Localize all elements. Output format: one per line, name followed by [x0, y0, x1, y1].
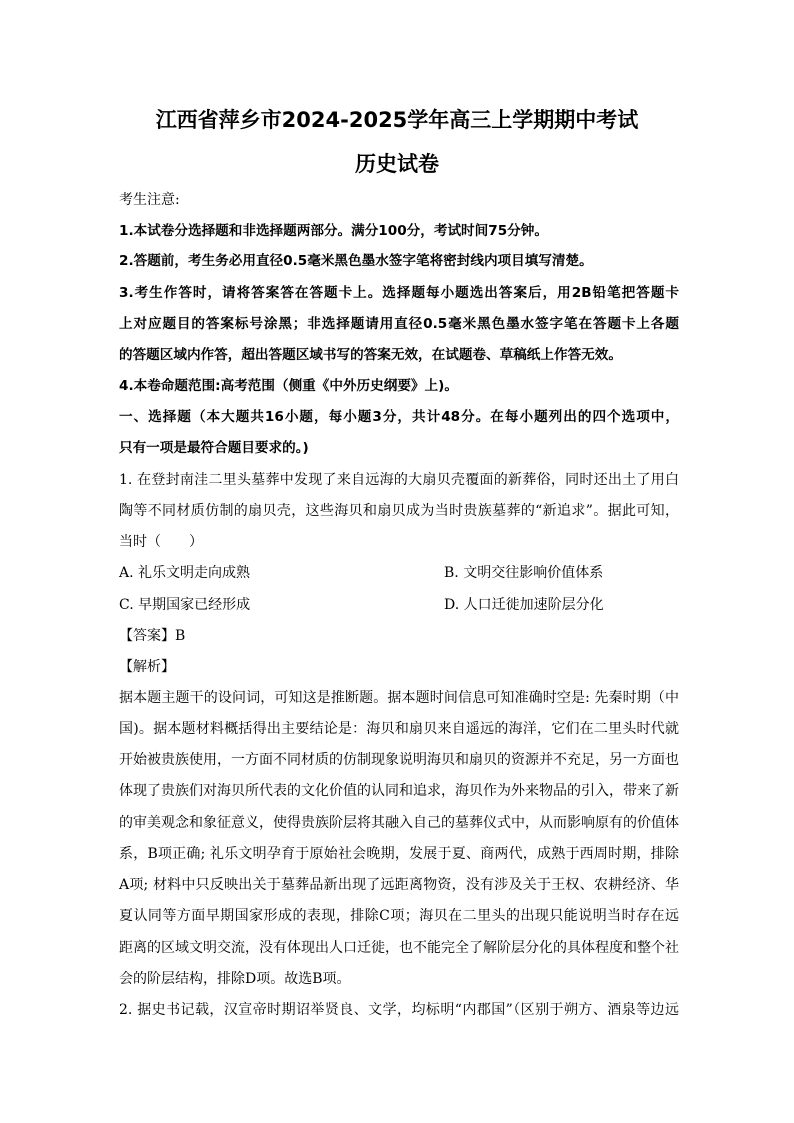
notice-item-3: 3.考生作答时，请将答案答在答题卡上。选择题每小题选出答案后，用2B铅笔把答题卡 — [119, 285, 679, 301]
notice-heading: 考生注意: — [119, 192, 180, 208]
q1-stem-line-3: 当时（ ） — [119, 534, 203, 550]
q1-analysis-line-10: 会的阶层结构，排除D项。故选B项。 — [119, 971, 351, 987]
q1-analysis-line-9: 距离的区域文明交流，没有体现出人口迁徙，也不能完全了解阶层分化的具体程度和整个社 — [119, 940, 679, 956]
q1-stem-line-1: 1. 在登封南洼二里头墓葬中发现了来自远海的大扇贝壳覆面的新葬俗，同时还出土了用白 — [119, 472, 679, 488]
q1-analysis-line-1: 据本题主题干的设问词，可知这是推断题。据本题时间信息可知准确时空是: 先秦时期（中 — [119, 690, 679, 706]
q1-analysis-line-6: 系，B项正确; 礼乐文明孕育于原始社会晚期，发展于夏、商两代，成熟于西周时期，排除 — [119, 846, 679, 862]
section-heading: 一、选择题（本大题共16小题，每小题3分，共计48分。在每小题列出的四个选项中， — [119, 409, 679, 425]
q1-option-c: C. 早期国家已经形成 — [119, 597, 251, 613]
q1-analysis-label: 【解析】 — [119, 659, 175, 675]
notice-item-4: 4.本卷命题范围:高考范围（侧重《中外历史纲要》上)。 — [119, 378, 458, 394]
exam-title: 江西省萍乡市2024-2025学年高三上学期期中考试 — [155, 108, 639, 132]
q2-stem-line-1: 2. 据史书记载，汉宣帝时期诏举贤良、文学，均标明“内郡国”（区别于朔方、酒泉等边远 — [119, 1002, 679, 1018]
notice-item-2: 2.答题前，考生务必用直径0.5毫米黑色墨水签字笔将密封线内项目填写清楚。 — [119, 253, 593, 269]
q1-analysis-line-3: 开始被贵族使用，一方面不同材质的仿制现象说明海贝和扇贝的资源并不充足，另一方面也 — [119, 752, 679, 768]
q1-stem-line-2: 陶等不同材质仿制的扇贝壳，这些海贝和扇贝成为当时贵族墓葬的“新追求”。据此可知， — [119, 503, 679, 519]
q1-answer: 【答案】B — [119, 628, 186, 644]
exam-subtitle: 历史试卷 — [355, 152, 439, 176]
notice-item-3-cont-2: 的答题区域内作答，超出答题区域书写的答案无效，在试题卷、草稿纸上作答无效。 — [119, 347, 622, 363]
notice-item-3-cont-1: 上对应题目的答案标号涂黑；非选择题请用直径0.5毫米黑色墨水签字笔在答题卡上各题 — [119, 316, 679, 332]
notice-item-1: 1.本试卷分选择题和非选择题两部分。满分100分，考试时间75分钟。 — [119, 223, 548, 239]
q1-analysis-line-8: 夏认同等方面早期国家形成的表现，排除C项；海贝在二里头的出现只能说明当时存在远 — [119, 908, 679, 924]
q1-analysis-line-2: 国)。据本题材料概括得出主要结论是：海贝和扇贝来自遥远的海洋，它们在二里头时代就 — [119, 721, 679, 737]
q1-analysis-line-4: 体现了贵族们对海贝所代表的文化价值的认同和追求，海贝作为外来物品的引入，带来了新 — [119, 783, 679, 799]
section-heading-cont: 只有一项是最符合题目要求的。) — [119, 440, 309, 456]
q1-option-b: B. 文明交往影响价值体系 — [444, 565, 604, 581]
q1-option-a: A. 礼乐文明走向成熟 — [119, 565, 251, 581]
q1-analysis-line-7: A项; 材料中只反映出关于墓葬品新出现了远距离物资，没有涉及关于王权、农耕经济、华 — [119, 877, 679, 893]
q1-option-d: D. 人口迁徙加速阶层分化 — [444, 597, 604, 613]
q1-analysis-line-5: 的审美观念和象征意义，使得贵族阶层将其融入自己的墓葬仪式中，从而影响原有的价值体 — [119, 815, 679, 831]
